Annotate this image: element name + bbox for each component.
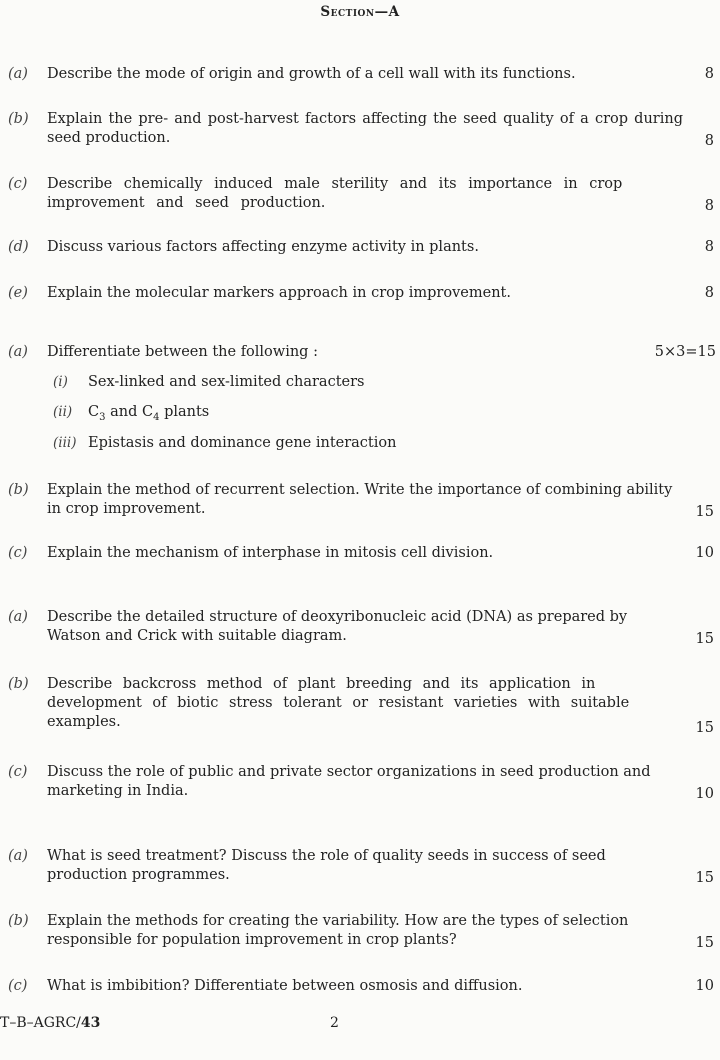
question-text: Describe the mode of origin and growth of a cell wall with its functions.: [47, 66, 576, 82]
question-text: Explain the methods for creating the variability. How are the types of selection responsible for population improvement in crop plants?: [47, 913, 629, 948]
question-label: (a): [8, 609, 28, 625]
subquestion-text: Epistasis and dominance gene interaction: [88, 435, 397, 451]
question-marks: 8: [704, 66, 714, 82]
question-text: Describe the detailed structure of deoxyribonucleic acid (DNA) as prepared by Watson and Crick with suitable diagram.: [47, 609, 628, 644]
question-label: (a): [8, 344, 28, 360]
question-marks: 10: [695, 786, 714, 802]
subquestion-label: (iii): [53, 435, 77, 451]
question-marks: 8: [704, 133, 714, 149]
question-label: (b): [8, 676, 29, 692]
question-label: (b): [8, 111, 29, 127]
question-label: (a): [8, 66, 28, 82]
question-label: (c): [8, 545, 28, 561]
question-text: Explain the pre- and post-harvest factors affecting the seed quality of a crop during seed production.: [47, 111, 683, 146]
question-marks: 8: [704, 239, 714, 255]
question-text: Describe chemically induced male sterility and its importance in crop improvement and seed production.: [47, 176, 623, 211]
question-text: Discuss the role of public and private sector organizations in seed production and marketing in India.: [47, 764, 651, 799]
page-number: 2: [330, 1015, 339, 1031]
question-marks: 8: [704, 198, 714, 214]
question-label: (c): [8, 176, 28, 192]
question-text: What is imbibition? Differentiate between osmosis and diffusion.: [47, 978, 523, 994]
paper-code: T–B–AGRC/43: [0, 1015, 101, 1031]
question-text: Describe backcross method of plant breeding and its application in development of biotic stress tolerant or resistant varieties with suitable examples.: [47, 676, 630, 730]
question-marks: 10: [695, 545, 714, 561]
question-marks: 15: [695, 504, 714, 520]
subquestion-text: Sex-linked and sex-limited characters: [88, 374, 365, 390]
question-text: What is seed treatment? Discuss the role of quality seeds in success of seed production programmes.: [47, 848, 606, 883]
question-marks: 8: [704, 285, 714, 301]
question-marks: 10: [695, 978, 714, 994]
question-marks: 15: [695, 870, 714, 886]
question-text: Explain the molecular markers approach in crop improvement.: [47, 285, 511, 301]
subquestion-text: $C_3$ and $C_4$ plants: [88, 404, 210, 423]
question-marks: 15: [695, 935, 714, 951]
question-marks: 15: [695, 631, 714, 647]
question-text: Explain the mechanism of interphase in mitosis cell division.: [47, 545, 494, 561]
question-marks: 15: [695, 720, 714, 736]
question-label: (d): [8, 239, 29, 255]
question-label: (c): [8, 764, 28, 780]
question-text: Discuss various factors affecting enzyme activity in plants.: [47, 239, 479, 255]
question-marks: 5×3=15: [654, 344, 716, 360]
section-heading: Section—A: [320, 4, 400, 20]
question-label: (e): [8, 285, 28, 301]
question-text: Differentiate between the following :: [47, 344, 318, 360]
question-label: (b): [8, 482, 29, 498]
subquestion-label: (i): [53, 374, 68, 390]
question-label: (c): [8, 978, 28, 994]
subquestion-label: (ii): [53, 404, 73, 420]
question-text: Explain the method of recurrent selection. Write the importance of combining ability in crop improvement.: [47, 482, 673, 517]
question-label: (b): [8, 913, 29, 929]
question-label: (a): [8, 848, 28, 864]
